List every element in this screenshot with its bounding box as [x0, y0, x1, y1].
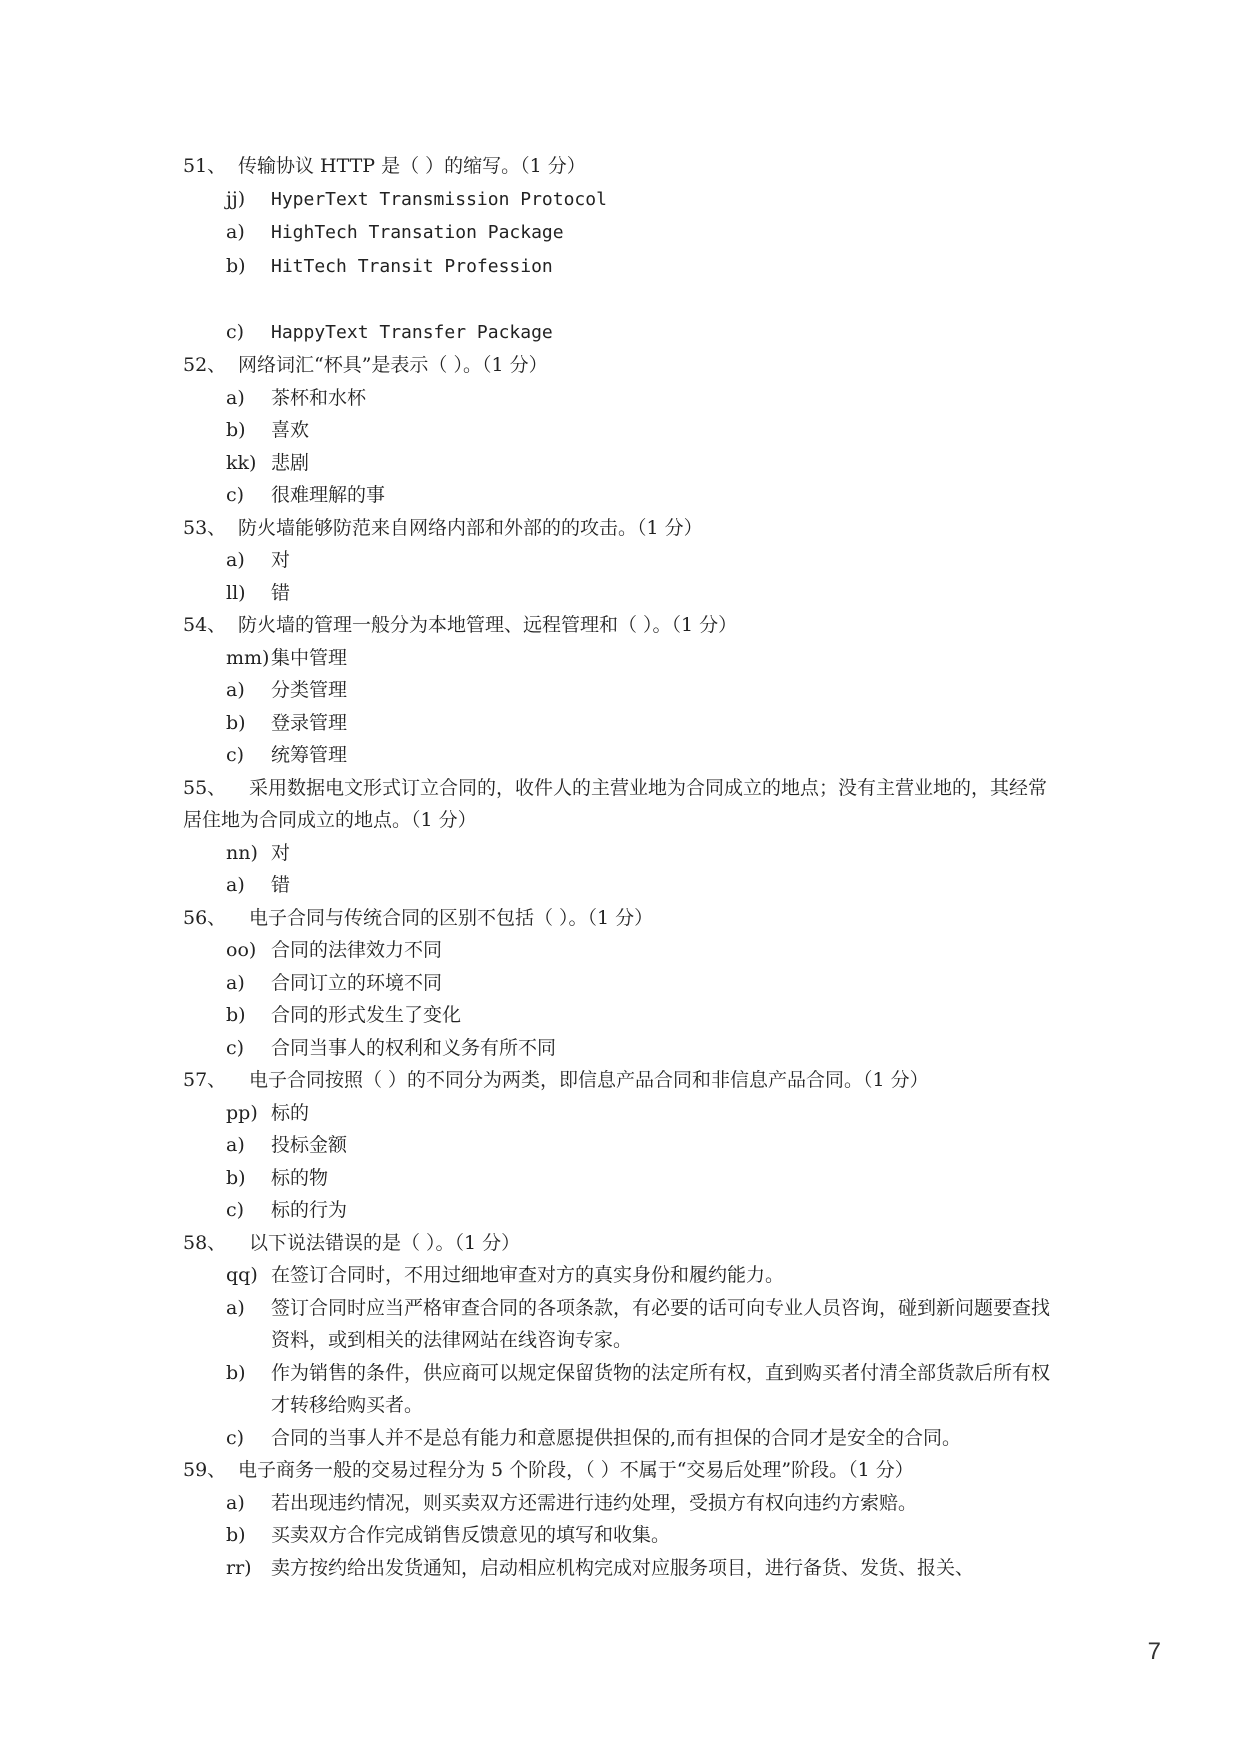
question-55	[183, 772, 1063, 837]
option-label: ll)	[226, 581, 246, 604]
option	[183, 1194, 1063, 1227]
question-text: 防火墙的管理一般分为本地管理、远程管理和（ ）。（1 分）	[238, 614, 738, 636]
question-text: 传输协议 HTTP 是（ ）的缩写。（1 分）	[238, 155, 586, 177]
option	[183, 1422, 1063, 1455]
option-label: b)	[226, 254, 246, 277]
option-text: 标的行为	[271, 1199, 348, 1221]
option	[183, 967, 1063, 1000]
question-text: 以下说法错误的是（ ）。（1 分）	[249, 1231, 521, 1254]
option-text: 对	[271, 841, 291, 864]
option-label: a)	[226, 1491, 245, 1514]
option-label: c)	[226, 744, 245, 766]
option-text: 标的物	[271, 1166, 329, 1189]
option-label: b)	[226, 1361, 246, 1384]
option-text: 错	[271, 874, 291, 896]
question-51	[183, 150, 1063, 183]
question-number: 52、	[183, 354, 227, 376]
option-label: mm)	[226, 646, 270, 669]
option-label: a)	[226, 874, 245, 896]
option-text: 卖方按约给出发货通知，启动相应机构完成对应服务项目，进行备货、发货、报关、	[271, 1556, 975, 1579]
option-label: a)	[226, 971, 245, 994]
option-text: 合同订立的环境不同	[271, 971, 443, 994]
option-text: HyperText Transmission Protocol	[271, 188, 607, 210]
question-number: 58、	[183, 1231, 227, 1254]
option-label: b)	[226, 1004, 246, 1026]
option-text: 合同的法律效力不同	[271, 939, 443, 961]
option-text: 合同的当事人并不是总有能力和意愿提供担保的,而有担保的合同才是安全的合同。	[271, 1426, 962, 1449]
blank-line	[183, 283, 1063, 316]
option-label: oo)	[226, 939, 257, 961]
option-label: b)	[226, 711, 246, 734]
option	[183, 1162, 1063, 1195]
option	[183, 1552, 1063, 1585]
question-number: 54、	[183, 614, 227, 636]
option-label: c)	[226, 1426, 245, 1449]
option-text: 买卖双方合作完成销售反馈意见的填写和收集。	[271, 1524, 671, 1546]
question-text: 电子商务一般的交易过程分为 5 个阶段，（ ）不属于“交易后处理”阶段。（1 分）	[238, 1459, 914, 1481]
question-number: 56、	[183, 906, 227, 929]
page-number: 7	[1147, 1638, 1161, 1665]
option-text: 喜欢	[271, 419, 310, 441]
question-53	[183, 512, 1063, 545]
question-list	[183, 150, 1063, 1584]
option-label: nn)	[226, 841, 258, 864]
option	[183, 1129, 1063, 1162]
option	[183, 837, 1063, 870]
option-label: a)	[226, 386, 245, 409]
question-52	[183, 349, 1063, 382]
option-text: 分类管理	[271, 679, 348, 701]
option-text: 签订合同时应当严格审查合同的各项条款，有必要的话可向专业人员咨询，碰到新问题要查找资料，或到相关的法律网站在线咨询专家。	[271, 1296, 1051, 1351]
option-label: c)	[226, 1199, 245, 1221]
option-label: b)	[226, 1166, 246, 1189]
option	[183, 544, 1063, 577]
question-text: 电子合同与传统合同的区别不包括（ ）。（1 分）	[249, 906, 654, 929]
option	[183, 739, 1063, 772]
option-text: HighTech Transation Package	[271, 222, 564, 243]
option-label: qq)	[226, 1264, 258, 1286]
question-number: 51、	[183, 155, 227, 177]
option-label: c)	[226, 484, 245, 506]
option	[183, 1292, 1063, 1357]
option	[183, 1097, 1063, 1130]
option-label: c)	[226, 320, 245, 343]
option-label: jj)	[226, 187, 246, 210]
option-text: 在签订合同时，不用过细地审查对方的真实身份和履约能力。	[271, 1264, 785, 1286]
option-label: a)	[226, 1134, 245, 1156]
option	[183, 674, 1063, 707]
option-label: a)	[226, 679, 245, 701]
option-label: a)	[226, 221, 245, 243]
question-54	[183, 609, 1063, 642]
question-text: 网络词汇“杯具”是表示（ ）。（1 分）	[238, 354, 548, 376]
question-text: 电子合同按照（ ）的不同分为两类，即信息产品合同和非信息产品合同。（1 分）	[249, 1069, 929, 1091]
option-label: b)	[226, 1524, 246, 1546]
option-label: a)	[226, 1296, 245, 1319]
option	[183, 216, 1063, 250]
option	[183, 250, 1063, 284]
option-label: c)	[226, 1036, 245, 1059]
option-text: 标的	[271, 1101, 310, 1124]
option	[183, 869, 1063, 902]
option	[183, 479, 1063, 512]
option	[183, 934, 1063, 967]
option-text: 错	[271, 581, 291, 604]
question-number: 55、	[183, 776, 227, 799]
option-text: 茶杯和水杯	[271, 386, 367, 409]
question-number: 57、	[183, 1069, 227, 1091]
question-text: 采用数据电文形式订立合同的，收件人的主营业地为合同成立的地点；没有主营业地的，其经常居住地为合同成立的地点。（1 分）	[183, 776, 1048, 831]
question-number: 53、	[183, 516, 227, 539]
question-59	[183, 1454, 1063, 1487]
option	[183, 1032, 1063, 1065]
option-text: 统筹管理	[271, 744, 348, 766]
option	[183, 577, 1063, 610]
option	[183, 183, 1063, 217]
question-text: 防火墙能够防范来自网络内部和外部的的攻击。（1 分）	[238, 516, 703, 539]
option-text: 合同当事人的权利和义务有所不同	[271, 1036, 557, 1059]
option	[183, 1487, 1063, 1520]
option	[183, 999, 1063, 1032]
option-text: 很难理解的事	[271, 484, 386, 506]
question-number: 59、	[183, 1459, 227, 1481]
option-text: HappyText Transfer Package	[271, 321, 553, 343]
option-text: 合同的形式发生了变化	[271, 1004, 462, 1026]
question-56	[183, 902, 1063, 935]
question-58	[183, 1227, 1063, 1260]
option	[183, 382, 1063, 415]
option-label: rr)	[226, 1556, 252, 1579]
option	[183, 1519, 1063, 1552]
option-label: b)	[226, 419, 246, 441]
option	[183, 1259, 1063, 1292]
option	[183, 1357, 1063, 1422]
question-57	[183, 1064, 1063, 1097]
option-text: HitTech Transit Profession	[271, 255, 553, 277]
option-text: 投标金额	[271, 1134, 348, 1156]
option-text: 悲剧	[271, 451, 310, 474]
option-label: pp)	[226, 1101, 258, 1124]
option-text: 登录管理	[271, 711, 348, 734]
option-text: 对	[271, 549, 291, 571]
option-label: kk)	[226, 451, 257, 474]
option	[183, 642, 1063, 675]
option-label: a)	[226, 549, 245, 571]
option-text: 作为销售的条件，供应商可以规定保留货物的法定所有权，直到购买者付清全部货款后所有权才转移给购买者。	[271, 1361, 1051, 1416]
option	[183, 316, 1063, 350]
option-text: 若出现违约情况，则买卖双方还需进行违约处理，受损方有权向违约方索赔。	[271, 1491, 918, 1514]
option	[183, 447, 1063, 480]
option	[183, 414, 1063, 447]
option	[183, 707, 1063, 740]
option-text: 集中管理	[271, 646, 348, 669]
